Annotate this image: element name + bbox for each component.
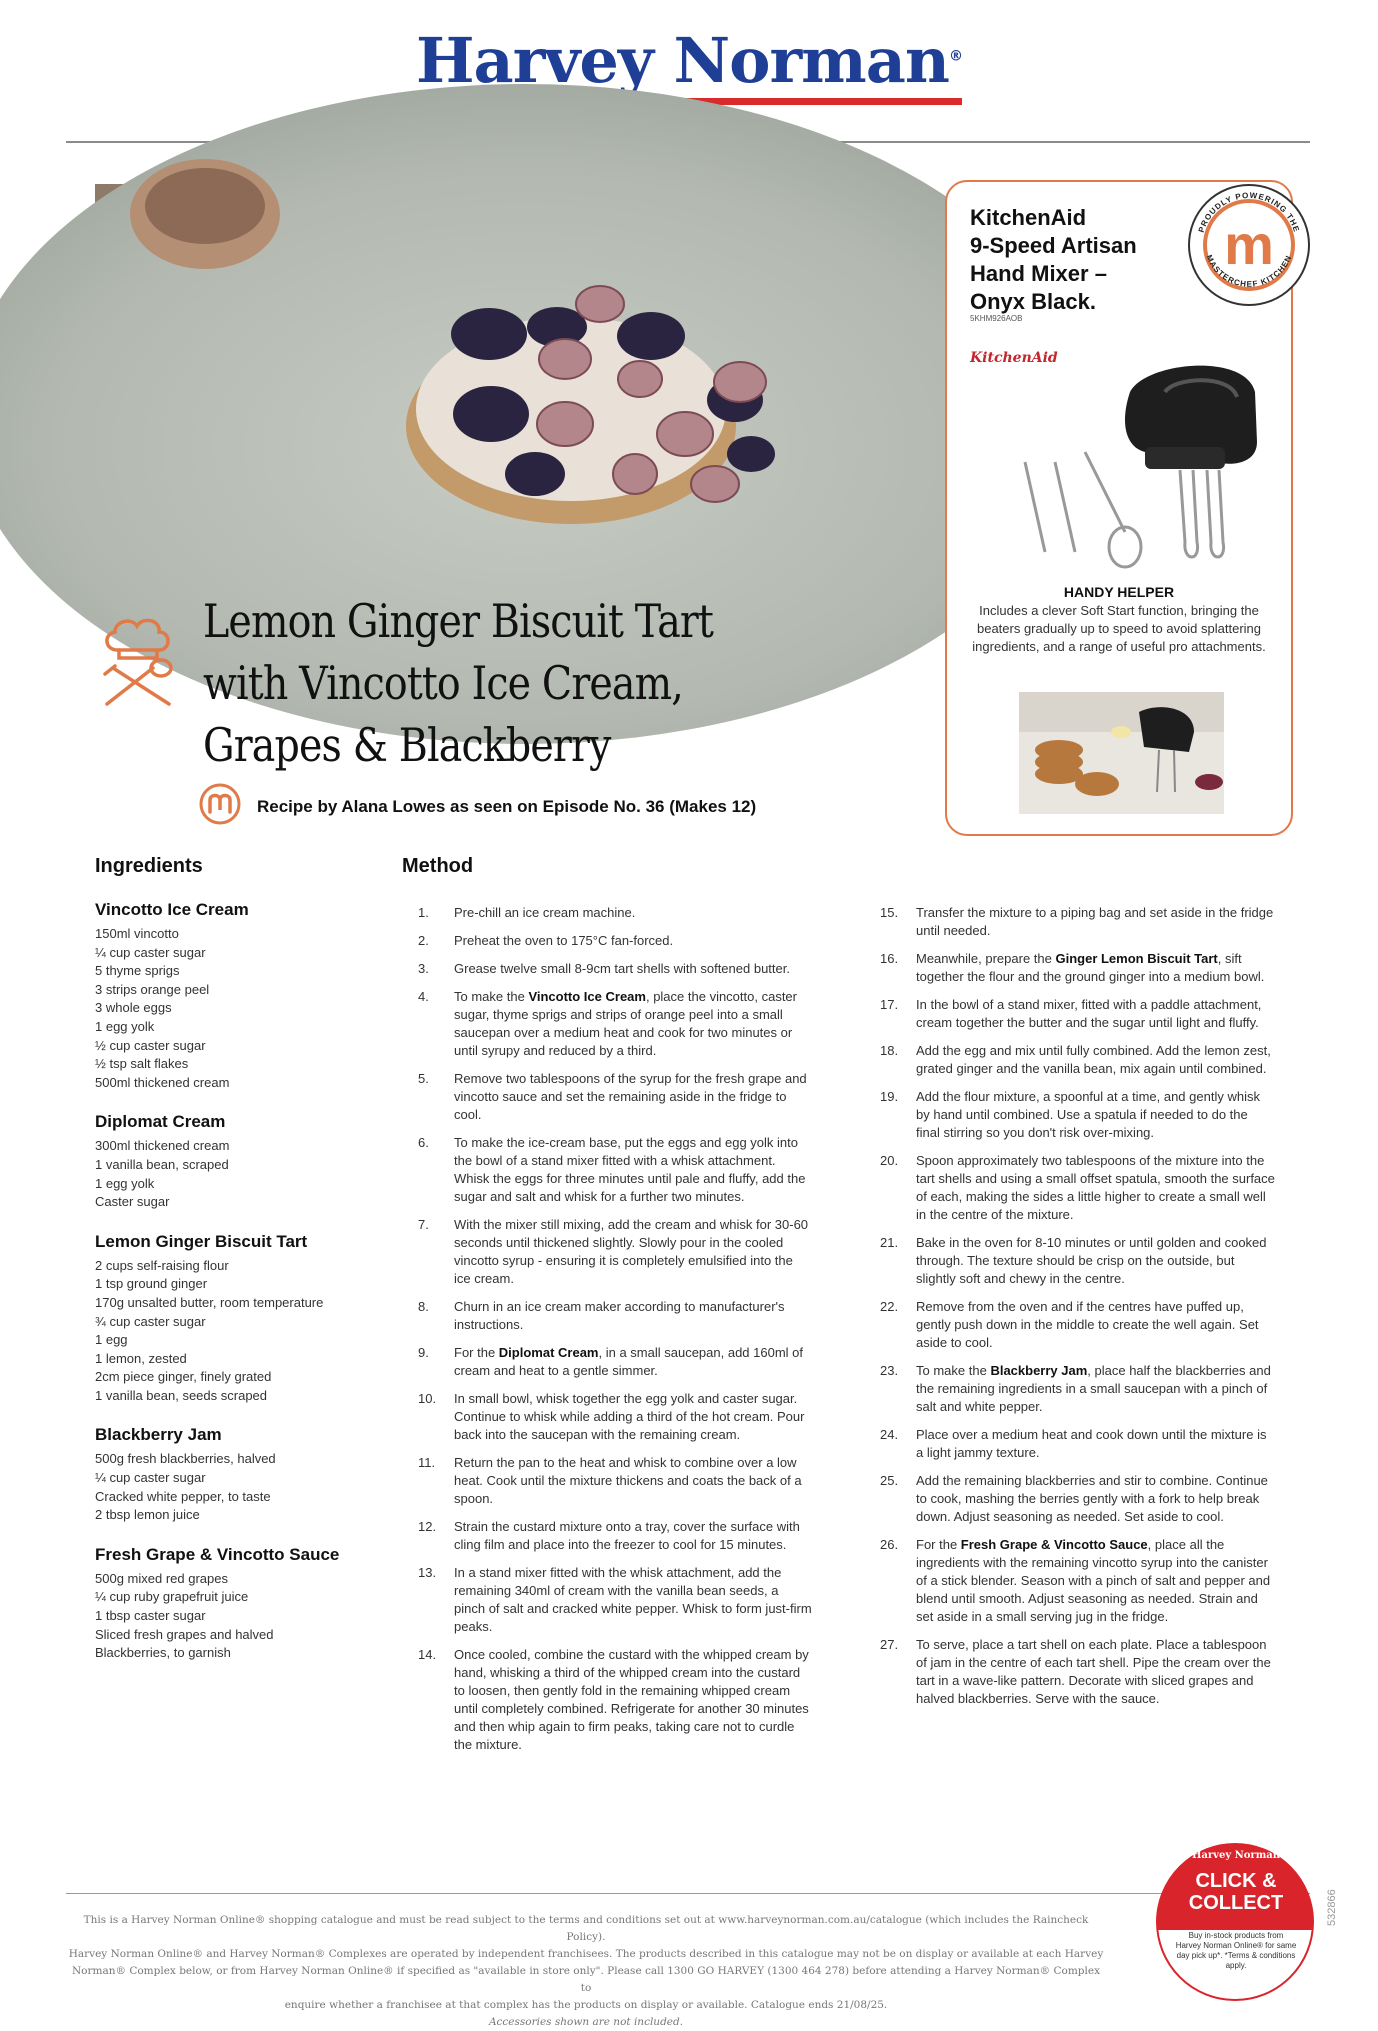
catalogue-disclaimer: This is a Harvey Norman Online® shopping catalogue and must be read subject to the terms and conditions set out at www.harveynorman.com.au/catalogue (which includes the Raincheck Policy). Harvey Norman Online® and Harvey Norman® Complexes are operated by independent franchisees. The products described in this catalogue may not be on display or available at each Harvey Norman® Complex below, or from Harvey Norman Online® if specified as "available in store only". Please call 1300 GO HARVEY (1300 464 278) before attending a Harvey Norman® Complex to enquire whether a franchisee at that complex has the products on display or available. Catalogue ends 21/08/25. Accessories shown are not included.: [68, 1914, 1104, 2028]
step-number: 9.: [418, 1345, 429, 1360]
click-collect-badge: [1155, 1842, 1315, 2000]
step-text: To make the: [916, 1363, 991, 1378]
click-collect-line-2: COLLECT: [1188, 1892, 1284, 1914]
step-number: 22.: [880, 1299, 899, 1314]
method-heading: Method: [402, 855, 474, 877]
step-text: Meanwhile, prepare the: [916, 951, 1056, 966]
promo-product-title: KitchenAid 9-Speed Artisan Hand Mixer – Onyx Black.: [970, 205, 1137, 314]
method-step: [418, 988, 813, 1060]
promo-sku: 5KHM926AOB: [970, 314, 1023, 323]
step-text: In a stand mixer fitted with the whisk attachment, add the remaining 340ml of cream with the vanilla bean seeds, a pinch of salt and cracked white pepper. Whisk to form just-firm peaks.: [454, 1565, 812, 1634]
step-number: 10.: [418, 1391, 437, 1406]
ingredient-item: Blackberries, to garnish: [95, 1645, 231, 1661]
method-step: [880, 1298, 1275, 1352]
step-text: Churn in an ice cream maker according to manufacturer's instructions.: [454, 1299, 785, 1332]
step-text: In the bowl of a stand mixer, fitted with a paddle attachment, cream together the butter and the sugar until light and fluffy.: [916, 997, 1262, 1030]
ingredient-item: 1 egg yolk: [95, 1175, 155, 1191]
ingredient-item: ¼ cup ruby grapefruit juice: [95, 1589, 249, 1605]
method-step: [880, 996, 1275, 1032]
ingredient-item: ¼ cup caster sugar: [95, 944, 206, 960]
method-step: [880, 1426, 1275, 1462]
method-step: [880, 1536, 1275, 1626]
step-text: Add the remaining blackberries and stir to combine. Continue to cook, mashing the berries gently with a fork to help break down. Adjust seasoning as needed. Set aside to cool.: [916, 1473, 1268, 1524]
ingredient-item: 150ml vincotto: [95, 926, 179, 941]
ingredient-item: 2 tbsp lemon juice: [95, 1507, 200, 1523]
method-step: [880, 1042, 1275, 1078]
method-step: [418, 960, 813, 978]
method-step: [418, 1070, 813, 1124]
method-step: [880, 1088, 1275, 1142]
step-text: Add the flour mixture, a spoonful at a time, and gently whisk by hand until combined. Use a spatula if needed to do the final stirring so you don't risk over-mixing.: [916, 1089, 1260, 1140]
step-text: To make the: [454, 989, 529, 1004]
ingredients-heading: Ingredients: [95, 855, 203, 877]
step-text: To make the ice-cream base, put the eggs and egg yolk into the bowl of a stand mixer fitted with a whisk attachment. Whisk the eggs for three minutes until pale and fluffy, add the sugar and salt and whisk for a further two minutes.: [454, 1135, 806, 1204]
step-number: 16.: [880, 951, 899, 966]
harvey-norman-logo: Harvey Norman®: [0, 30, 1378, 105]
ingredient-item: 500g mixed red grapes: [95, 1570, 228, 1586]
click-collect-brand: Harvey Norman: [1191, 1850, 1281, 1861]
ingredient-item: 2cm piece ginger, finely grated: [95, 1369, 272, 1385]
step-text: , place half the blackberries and the remaining ingredients in a small saucepan with a pinch of salt and white pepper.: [916, 1363, 1271, 1414]
method-step: [418, 1454, 813, 1508]
step-text: Grease twelve small 8-9cm tart shells with softened butter.: [454, 961, 790, 976]
click-collect-line-1: CLICK &: [1195, 1870, 1277, 1892]
step-text: For the: [916, 1537, 961, 1552]
ingredient-group-title: Vincotto Ice Cream: [95, 900, 249, 919]
cookies-mixer-photo: [1019, 692, 1224, 814]
step-number: 2.: [418, 933, 429, 948]
catalogue-code: 532866: [1326, 1889, 1338, 1926]
step-number: 7.: [418, 1217, 429, 1232]
ingredient-item: Caster sugar: [95, 1194, 170, 1210]
step-number: 17.: [880, 997, 899, 1012]
step-number: 8.: [418, 1299, 429, 1314]
ingredient-item: 3 strips orange peel: [95, 981, 210, 997]
step-subrecipe-name: Blackberry Jam: [990, 1363, 1088, 1378]
method-step: [418, 1390, 813, 1444]
footer-divider: [66, 1893, 1310, 1894]
ingredient-item: ¼ cup caster sugar: [95, 1470, 206, 1486]
ingredient-item: 1 egg: [95, 1332, 128, 1348]
method-step: [880, 904, 1275, 940]
step-text: Spoon approximately two tablespoons of the mixture into the tart shells and using a small offset spatula, smooth the surface of each, making the sides a little higher to create a small well in the centre of the mixture.: [916, 1153, 1275, 1222]
kitchenaid-promo-card: [945, 180, 1302, 836]
step-text: , in a small saucepan, add 160ml of cream and heat to a gentle simmer.: [454, 1345, 804, 1378]
ingredient-item: 1 vanilla bean, scraped: [95, 1156, 229, 1172]
ingredient-group: [95, 1232, 395, 1406]
ingredient-item: 5 thyme sprigs: [95, 963, 180, 979]
method-step: [418, 1216, 813, 1288]
ingredient-item: ½ tsp salt flakes: [95, 1056, 189, 1072]
step-number: 27.: [880, 1637, 899, 1652]
ingredient-item: 1 vanilla bean, seeds scraped: [95, 1387, 268, 1403]
step-number: 13.: [418, 1565, 437, 1580]
badge-ring-bottom: MASTERCHEF KITCHEN: [1204, 253, 1294, 289]
step-text: Pre-chill an ice cream machine.: [454, 905, 636, 920]
step-number: 14.: [418, 1647, 437, 1662]
ingredient-group-title: Blackberry Jam: [95, 1425, 222, 1445]
step-text: , place the vincotto, caster sugar, thyme sprigs and strips of orange peel into a small saucepan over a medium heat and cook for two minutes or until syrupy and reduced by a third.: [454, 989, 797, 1058]
ingredient-item: Cracked white pepper, to taste: [95, 1488, 271, 1504]
step-number: 21.: [880, 1235, 899, 1250]
ingredient-group: [95, 1545, 395, 1663]
method-step: [418, 1564, 813, 1636]
step-number: 5.: [418, 1071, 429, 1086]
step-text: Remove two tablespoons of the syrup for the fresh grape and vincotto sauce and set the remaining aside in the fridge to cool.: [454, 1071, 807, 1122]
method-step: [880, 1636, 1275, 1708]
step-text: Transfer the mixture to a piping bag and set aside in the fridge until needed.: [916, 905, 1274, 938]
step-text: To serve, place a tart shell on each plate. Place a tablespoon of jam in the centre of each tart shell. Pipe the cream over the tart in a wave-like pattern. Decorate with sliced grapes and halved blackberries. Serve with the sauce.: [916, 1637, 1271, 1706]
recipe-byline: Recipe by Alana Lowes as seen on Episode No. 36 (Makes 12): [257, 797, 757, 816]
ingredients-section: [95, 855, 395, 1683]
method-step: [880, 950, 1275, 986]
ingredient-item: 500g fresh blackberries, halved: [95, 1451, 276, 1467]
ingredient-item: 170g unsalted butter, room temperature: [95, 1294, 324, 1310]
click-collect-note: Buy in-stock products from Harvey Norman Online® for same day pick up*. *Terms & conditions apply.: [1175, 1931, 1297, 1970]
hero-tart-photo: [95, 184, 916, 572]
ingredient-item: 1 lemon, zested: [95, 1350, 187, 1366]
method-step: [418, 1344, 813, 1380]
ingredient-group-title: Diplomat Cream: [95, 1112, 226, 1132]
step-number: 4.: [418, 989, 429, 1004]
ingredient-item: 1 egg yolk: [95, 1018, 155, 1034]
ingredient-group: [95, 900, 395, 1092]
step-number: 24.: [880, 1427, 899, 1442]
ingredient-item: Sliced fresh grapes and halved: [95, 1626, 274, 1642]
ingredient-item: ¾ cup caster sugar: [95, 1313, 206, 1329]
ingredient-group-title: Lemon Ginger Biscuit Tart: [95, 1231, 308, 1251]
step-number: 3.: [418, 961, 429, 976]
handy-helper-title: HANDY HELPER: [1063, 584, 1175, 600]
step-subrecipe-name: Ginger Lemon Biscuit Tart: [1055, 951, 1218, 966]
method-step: [418, 1646, 813, 1754]
method-column-1: [418, 904, 813, 1764]
step-text: In small bowl, whisk together the egg yolk and caster sugar. Continue to whisk while adding a third of the hot cream. Pour back into the saucepan with the remaining cream.: [454, 1391, 805, 1442]
step-number: 20.: [880, 1153, 899, 1168]
recipe-title: Lemon Ginger Biscuit Tart with Vincotto Ice Cream, Grapes & Blackberry: [203, 594, 714, 772]
badge-letter: m: [1224, 213, 1274, 276]
kitchenaid-logo: KitchenAid: [970, 350, 1058, 366]
step-text: Remove from the oven and if the centres have puffed up, gently push down in the middle to create the well again. Set aside to cool.: [916, 1299, 1259, 1350]
ingredient-item: 500ml thickened cream: [95, 1074, 230, 1090]
step-number: 26.: [880, 1537, 899, 1552]
step-subrecipe-name: Diplomat Cream: [498, 1345, 599, 1360]
masterchef-badge: [1184, 180, 1314, 310]
step-number: 1.: [418, 905, 429, 920]
ingredient-item: ½ cup caster sugar: [95, 1037, 206, 1053]
hand-mixer-icon: [995, 352, 1275, 572]
ingredient-item: 300ml thickened cream: [95, 1138, 230, 1154]
step-number: 6.: [418, 1135, 429, 1150]
method-step: [880, 1472, 1275, 1526]
step-text: For the: [454, 1345, 499, 1360]
step-text: Bake in the oven for 8-10 minutes or until golden and cooked through. The texture should be crisp on the outside, but slightly soft and chewy in the centre.: [916, 1235, 1267, 1286]
ingredient-item: 3 whole eggs: [95, 1000, 172, 1016]
step-text: Add the egg and mix until fully combined. Add the lemon zest, grated ginger and the vanilla bean, mix again until combined.: [916, 1043, 1271, 1076]
method-step: [418, 904, 813, 922]
ingredient-group: [95, 1425, 395, 1524]
method-step: [418, 1518, 813, 1554]
step-text: Place over a medium heat and cook down until the mixture is a light jammy texture.: [916, 1427, 1267, 1460]
ingredient-group-title: Fresh Grape & Vincotto Sauce: [95, 1544, 340, 1564]
step-number: 23.: [880, 1363, 899, 1378]
method-step: [418, 932, 813, 950]
ingredient-item: 1 tbsp caster sugar: [95, 1608, 206, 1624]
ingredient-item: 2 cups self-raising flour: [95, 1257, 229, 1273]
step-text: Return the pan to the heat and whisk to combine over a low heat. Cook until the mixture thickens and coats the back of a spoon.: [454, 1455, 802, 1506]
method-step: [880, 1234, 1275, 1288]
step-text: Preheat the oven to 175°C fan-forced.: [454, 933, 674, 948]
step-text: , sift together the flour and the ground ginger into a medium bowl.: [916, 951, 1265, 984]
step-number: 18.: [880, 1043, 899, 1058]
method-step: [880, 1152, 1275, 1224]
ingredient-group: [95, 1112, 395, 1211]
ingredient-item: 1 tsp ground ginger: [95, 1276, 208, 1292]
step-number: 25.: [880, 1473, 899, 1488]
step-number: 15.: [880, 905, 899, 920]
method-step: [418, 1134, 813, 1206]
method-step: [880, 1362, 1275, 1416]
chef-hat-utensils-icon: [95, 612, 181, 712]
step-subrecipe-name: Vincotto Ice Cream: [528, 989, 646, 1004]
step-text: With the mixer still mixing, add the cream and whisk for 30-60 seconds until thickened slightly. Slowly pour in the cooled vincotto syrup - ensuring it is completely emulsified into the ice cream.: [454, 1217, 809, 1286]
method-step: [418, 1298, 813, 1334]
step-number: 11.: [418, 1455, 436, 1470]
badge-ring-top: PROUDLY POWERING THE: [1196, 190, 1302, 234]
step-text: Strain the custard mixture onto a tray, cover the surface with cling film and place into the freezer to cool for 15 minutes.: [454, 1519, 800, 1552]
handy-helper-text: Includes a clever Soft Start function, bringing the beaters gradually up to speed to avoid splattering ingredients, and a range of useful pro attachments.: [972, 603, 1266, 654]
recipe-title-block: [95, 590, 925, 840]
step-number: 19.: [880, 1089, 899, 1104]
step-text: Once cooled, combine the custard with the whipped cream by hand, whisking a third of the whipped cream into the custard to loosen, then gently fold in the remaining whipped cream until completely combined. Refrigerate for another 30 minutes and then whip again to firm peaks, taking care not to curdle the mixture.: [454, 1647, 809, 1752]
step-number: 12.: [418, 1519, 437, 1534]
step-text: , place all the ingredients with the remaining vincotto syrup into the canister of a stick blender. Season with a pinch of salt and pepper and blend until smooth. Adjust seasoning as needed. Strain and set aside in a small serving jug in the fridge.: [916, 1537, 1271, 1624]
step-subrecipe-name: Fresh Grape & Vincotto Sauce: [960, 1537, 1148, 1552]
method-column-2: [880, 904, 1275, 1718]
masterchef-m-icon: [198, 782, 242, 826]
